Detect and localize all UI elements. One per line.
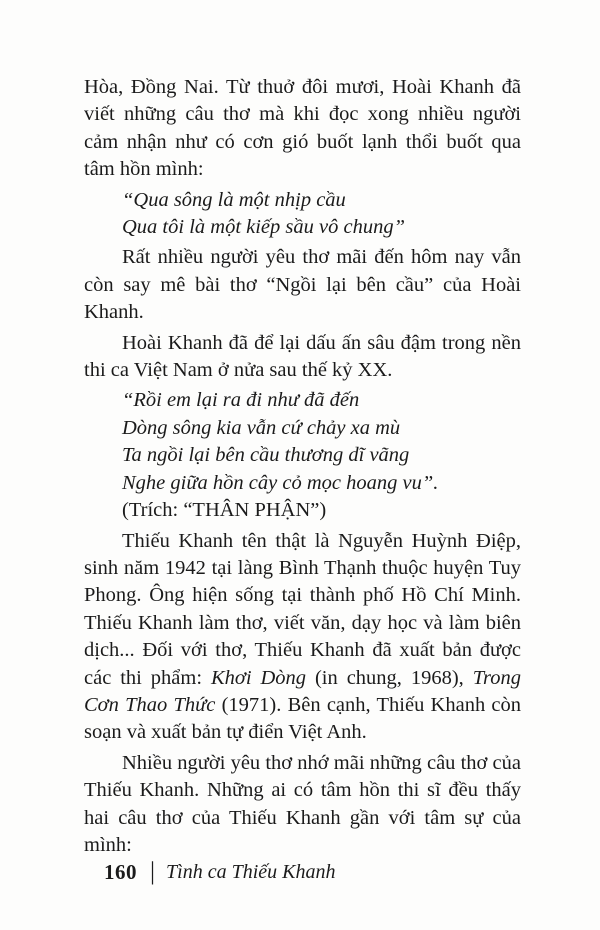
- verse-line: “Rồi em lại ra đi như đã đến: [122, 389, 360, 412]
- paragraph-intro: Hòa, Đồng Nai. Từ thuở đôi mươi, Hoài Khanh đã viết những câu thơ mà khi đọc xong nhiều người cảm nhận như có cơn gió buốt lạnh thổi buốt qua tâm hồn mình:: [84, 76, 521, 181]
- footer-separator: |: [150, 858, 156, 885]
- poem-quote-2: [122, 387, 521, 524]
- book-title-trong-con-thao-thuc: Trong Cơn Thao Thức: [84, 666, 521, 716]
- bio-text-segment: Thiếu Khanh tên thật là Nguyễn Huỳnh Điệp, sinh năm 1942 tại làng Bình Thạnh thuộc huyện Tuy Phong. Ông hiện sống tại thành phố Hồ Chí Minh. Thiếu Khanh làm thơ, viết văn, dạy học và làm biên dịch... Đối với thơ, Thiếu Khanh đã xuất bản được các thi phẩm:: [84, 529, 521, 689]
- paragraph-thieu-khanh-bio: [84, 528, 521, 747]
- bio-text-segment: (in chung, 1968),: [306, 666, 473, 689]
- page-footer: [104, 860, 335, 885]
- poem-quote-1: [122, 187, 521, 242]
- page-body: [84, 74, 521, 859]
- bio-text-segment: (1971). Bên cạnh, Thiếu Khanh còn soạn và xuất bản tự điển Việt Anh.: [84, 693, 522, 744]
- paragraph-ngoi-lai-ben-cau: Rất nhiều người yêu thơ mãi đến hôm nay vẫn còn say mê bài thơ “Ngồi lại bên cầu” của Hoài Khanh.: [84, 246, 521, 324]
- verse-line: Dòng sông kia vẫn cứ chảy xa mù: [122, 416, 401, 439]
- paragraph-hoai-khanh-legacy: Hoài Khanh đã để lại dấu ấn sâu đậm trong nền thi ca Việt Nam ở nửa sau thế kỷ XX.: [84, 331, 521, 382]
- paragraph-closing: Nhiều người yêu thơ nhớ mãi những câu thơ của Thiếu Khanh. Những ai có tâm hồn thi sĩ đều thấy hai câu thơ của Thiếu Khanh gần với tâm sự của mình:: [84, 751, 521, 856]
- verse-line: Nghe giữa hồn cây cỏ mọc hoang vu”.: [122, 471, 439, 494]
- poem-citation: (Trích: “THÂN PHẬN”): [122, 499, 327, 522]
- verse-line: Qua tôi là một kiếp sầu vô chung”: [122, 216, 405, 239]
- running-footer-title: Tình ca Thiếu Khanh: [166, 861, 336, 883]
- book-title-khoi-dong: Khơi Dòng: [210, 666, 307, 689]
- verse-line: Ta ngồi lại bên cầu thương dĩ vãng: [122, 444, 410, 467]
- page-number: 160: [104, 860, 137, 884]
- verse-line: “Qua sông là một nhịp cầu: [122, 188, 346, 211]
